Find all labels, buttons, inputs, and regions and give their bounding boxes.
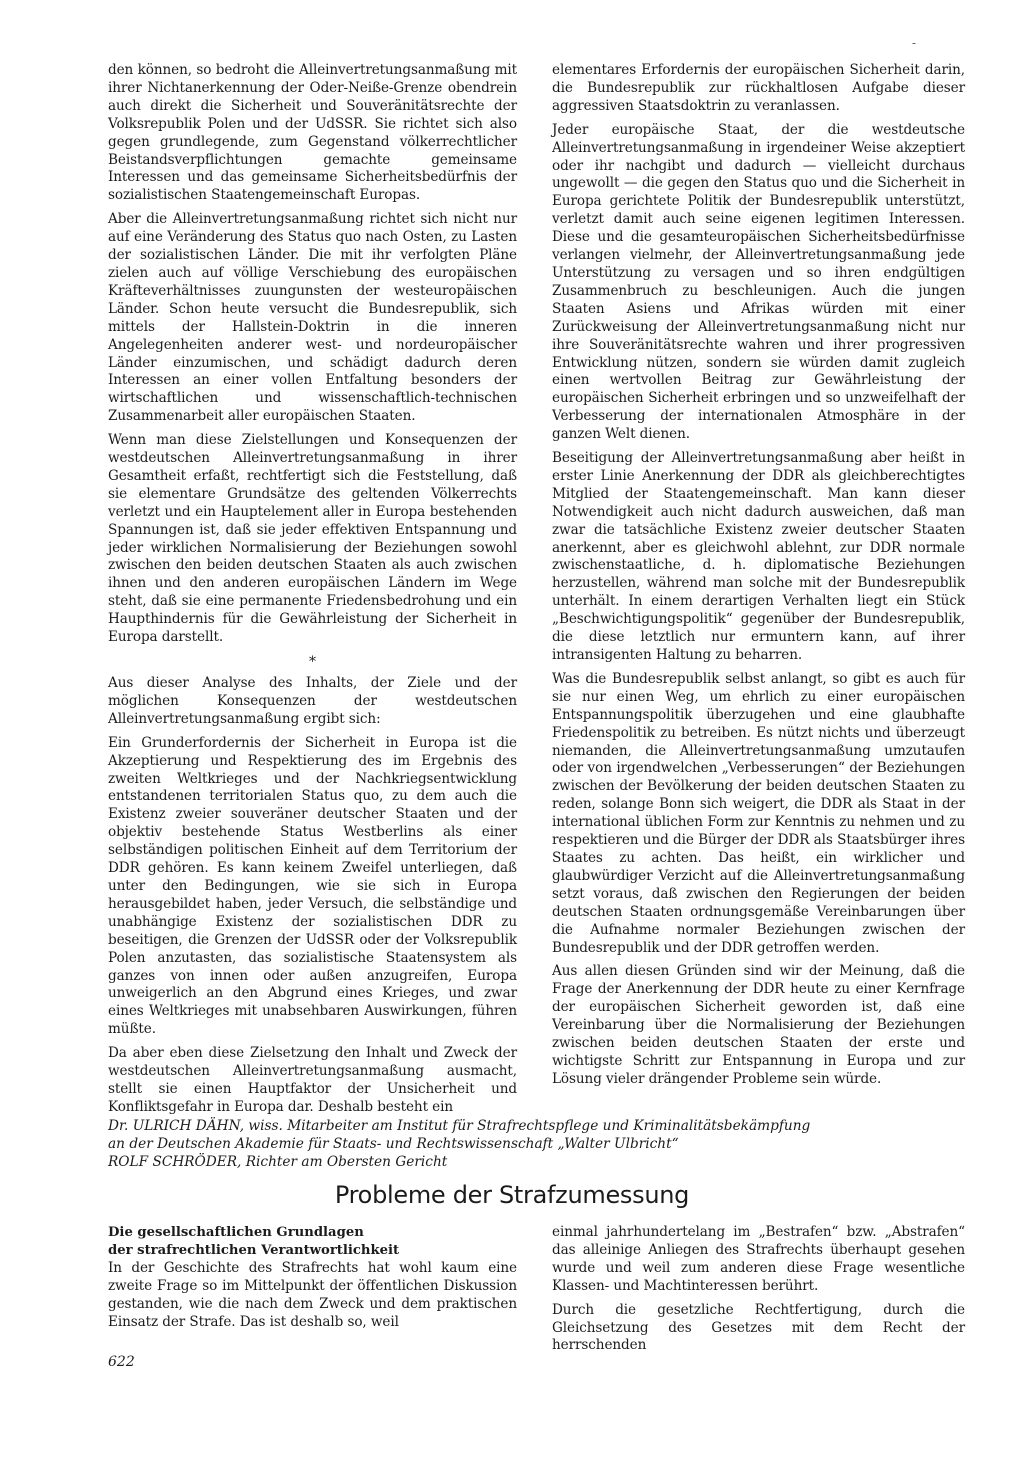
paragraph: Durch die gesetzliche Rechtfertigung, durch die Gleichsetzung des Gesetzes mit dem Recht der herrschenden — [552, 1301, 965, 1354]
paragraph: Aus dieser Analyse des Inhalts, der Ziele und der möglichen Konsequenzen der westdeutschen Alleinvertretungsanmaßung ergibt sich: — [108, 675, 517, 727]
paragraph: den können, so bedroht die Alleinvertretungsanmaßung mit ihrer Nichtanerkennung der Oder-Neiße-Grenze obendrein auch direkt die Sicherheit und Souveränitätsrechte der Volksrepublik Polen und der UdSSR. Sie richtet sich also gegen grundlegende, zum Gegenstand völkerrechtlicher Beistandsverpflichtungen gemachte gemeinsame Interessen und das gemeinsame Sicherheitsbedürfnis der sozialistischen Staatengemeinschaft Europas. — [108, 62, 517, 204]
paragraph: Wenn man diese Zielstellungen und Konsequenzen der westdeutschen Alleinvertretungsanmaßung in ihrer Gesamtheit erfaßt, rechtfertigt sich die Feststellung, daß sie elementare Grundsätze des geltenden Völkerrechts verletzt und ein Hauptelement aller in Europa bestehenden Spannungen ist, daß sie jeder effektiven Entspannung und jeder wirklichen Normalisierung der Beziehungen sowohl zwischen den beiden deutschen Staaten als auch zwischen ihnen und den anderen europäischen Ländern im Wege steht, daß sie eine permanente Friedensbedrohung und ein Haupthindernis für die Gewährleistung der Sicherheit in Europa darstellt. — [108, 432, 517, 646]
paragraph: Aus allen diesen Gründen sind wir der Meinung, daß die Frage der Anerkennung der DDR heute zu einer Kernfrage der europäischen Sicherheit geworden ist, daß eine Vereinbarung über die Normalisierung der Beziehungen zwischen beiden deutschen Staaten der erste und wichtigste Schritt zur Entspannung in Europa und zur Lösung vieler drängender Probleme sein würde. — [552, 963, 965, 1087]
section-separator: * — [309, 654, 316, 670]
subheading — [108, 1224, 517, 1259]
subheading-line: Die gesellschaftlichen Grundlagen — [108, 1225, 364, 1240]
paragraph: Jeder europäische Staat, der die westdeutsche Alleinvertretungsanmaßung in irgendeiner Weise akzeptiert oder ihr nachgibt und dadurch — vielleicht durchaus ungewollt — die gegen den Status quo und die Sicherheit in Europa gerichtete Politik der Bundesrepublik unterstützt, verletzt damit auch seine eigenen legitimen Interessen. Diese und die gesamteuropäischen Sicherheitsbedürfnisse verlangen vielmehr, der Alleinvertretungsanmaßung jede Unterstützung zu versagen und so ihren endgültigen Zusammenbruch zu beschleunigen. Auch die jungen Staaten Asiens und Afrikas würden mit einer Zurückweisung der Alleinvertretungsanmaßung nicht nur ihre Souveränitätsrechte wahren und ihrer progressiven Entwicklung nützen, sondern sie würden damit zugleich einen wertvollen Beitrag zur Gewährleistung der europäischen Sicherheit erbringen und so unzweifelhaft der Verbesserung der internationalen Atmosphäre in der ganzen Welt dienen. — [552, 121, 965, 443]
paragraph: elementares Erfordernis der europäischen Sicherheit darin, die Bundesrepublik zur rückhaltlosen Aufgabe dieser aggressiven Staatsdoktrin zu veranlassen. — [552, 62, 965, 114]
paragraph: Was die Bundesrepublik selbst anlangt, so gibt es auch für sie nur einen Weg, um ehrlich zu einer europäischen Entspannungspolitik überzugehen und eine glaubhafte Friedenspolitik zu betreiben. Es nützt nichts und überzeugt niemanden, die Alleinvertretungsanmaßung umzutaufen oder von irgendwelchen „Verbesserungen“ der Beziehungen zwischen der Bevölkerung der beiden deutschen Staaten zu reden, solange Bonn sich weigert, die DDR als Staat in der international üblichen Form zur Kenntnis zu nehmen und zu respektieren und die Bürger der DDR als Staatsbürger ihres Staates zu achten. Das heißt, ein wirklicher und glaubwürdiger Verzicht auf die Alleinvertretungsanmaßung setzt voraus, daß zwischen den Regierungen der beiden deutschen Staaten ordnungsgemäße Vereinbarungen über die Aufnahme normaler Beziehungen zwischen der Bundesrepublik und der DDR getroffen werden. — [552, 670, 965, 956]
article-left-column — [108, 1260, 517, 1338]
author-credits — [108, 1118, 968, 1171]
paragraph: Aber die Alleinvertretungsanmaßung richtet sich nicht nur auf eine Veränderung des Status quo nach Osten, zu Lasten der sozialistischen Länder. Die mit ihr verfolgten Pläne zielen auch auf völlige Verschiebung des europäischen Kräfteverhältnisses zuungunsten der westeuropäischen Länder. Schon heute versucht die Bundesrepublik, sich mittels der Hallstein-Doktrin in die inneren Angelegenheiten anderer west- und nordeuropäischer Länder einzumischen, und schädigt dadurch deren Interessen an einer vollen Entfaltung besonders der wirtschaftlichen und wissenschaftlich-technischen Zusammenarbeit aller europäischen Staaten. — [108, 211, 517, 425]
paragraph: In der Geschichte des Strafrechts hat wohl kaum eine zweite Frage so im Mittelpunkt der öffentlichen Diskussion gestanden, wie die nach dem Zweck und dem praktischen Einsatz der Strafe. Das ist deshalb so, weil — [108, 1260, 517, 1330]
page-number: 622 — [108, 1354, 135, 1370]
left-column — [108, 62, 517, 1123]
paragraph: Ein Grunderfordernis der Sicherheit in Europa ist die Akzeptierung und Respektierung des im Ergebnis des zweiten Weltkrieges und der Nachkriegsentwicklung entstandenen territorialen Status quo, zu dem auch die Existenz zweier souveräner deutscher Staaten und der objektiv bestehende Status Westberlins als einer selbständigen politischen Einheit auf dem Territorium der DDR gehören. Es kann keinem Zweifel unterliegen, daß unter den Bedingungen, wie sie sich in Europa herausgebildet haben, jeder Versuch, die selbständige und unabhängige Existenz der sozialistischen DDR zu beseitigen, die Grenzen der UdSSR oder der Volksrepublik Polen anzutasten, das sozialistische Staatensystem als ganzes von innen oder außen anzugreifen, Europa unweigerlich an den Abgrund eines Krieges, und zwar eines Weltkrieges mit unabsehbaren Auswirkungen, führen müßte. — [108, 734, 517, 1038]
corner-mark: - — [912, 36, 917, 50]
author-line: ROLF SCHRÖDER, Richter am Obersten Gericht — [108, 1153, 448, 1170]
article-title: Probleme der Strafzumessung — [334, 1181, 690, 1209]
author-line: Dr. ULRICH DÄHN, wiss. Mitarbeiter am Institut für Strafrechtspflege und Kriminalitätsbekämpfung — [108, 1118, 811, 1134]
paragraph: einmal jahrhundertelang im „Bestrafen“ bzw. „Abstrafen“ das alleinige Anliegen des Strafrechts überhaupt gesehen wurde und weil zum anderen diese Frage wesentliche Klassen- und Machtinteressen berührt. — [552, 1224, 965, 1294]
author-line: an der Deutschen Akademie für Staats- und Rechtswissenschaft „Walter Ulbricht“ — [108, 1135, 679, 1152]
paragraph: Beseitigung der Alleinvertretungsanmaßung aber heißt in erster Linie Anerkennung der DDR als gleichberechtigtes Mitglied der Staatengemeinschaft. Man kann dieser Notwendigkeit auch nicht dadurch ausweichen, daß man zwar die tatsächliche Existenz zweier deutscher Staaten anerkennt, aber es gleichwohl ablehnt, zur DDR normale zwischenstaatliche, d. h. diplomatische Beziehungen herzustellen, während man solche mit der Bundesrepublik unterhält. In einem derartigen Verhalten liegt ein Stück „Beschwichtigungspolitik“ gegenüber der Bundesrepublik, die diese letztlich nur ermuntern kann, auf ihrer intransigenten Haltung zu beharren. — [552, 450, 965, 663]
article-right-column — [552, 1224, 965, 1361]
subheading-line: der strafrechtlichen Verantwortlichkeit — [108, 1242, 400, 1258]
right-column — [552, 62, 965, 1095]
paragraph: Da aber eben diese Zielsetzung den Inhalt und Zweck der westdeutschen Alleinvertretungsanmaßung ausmacht, stellt sie einen Hauptfaktor der Unsicherheit und Konfliktsgefahr in Europa dar. Deshalb besteht ein — [108, 1045, 517, 1115]
